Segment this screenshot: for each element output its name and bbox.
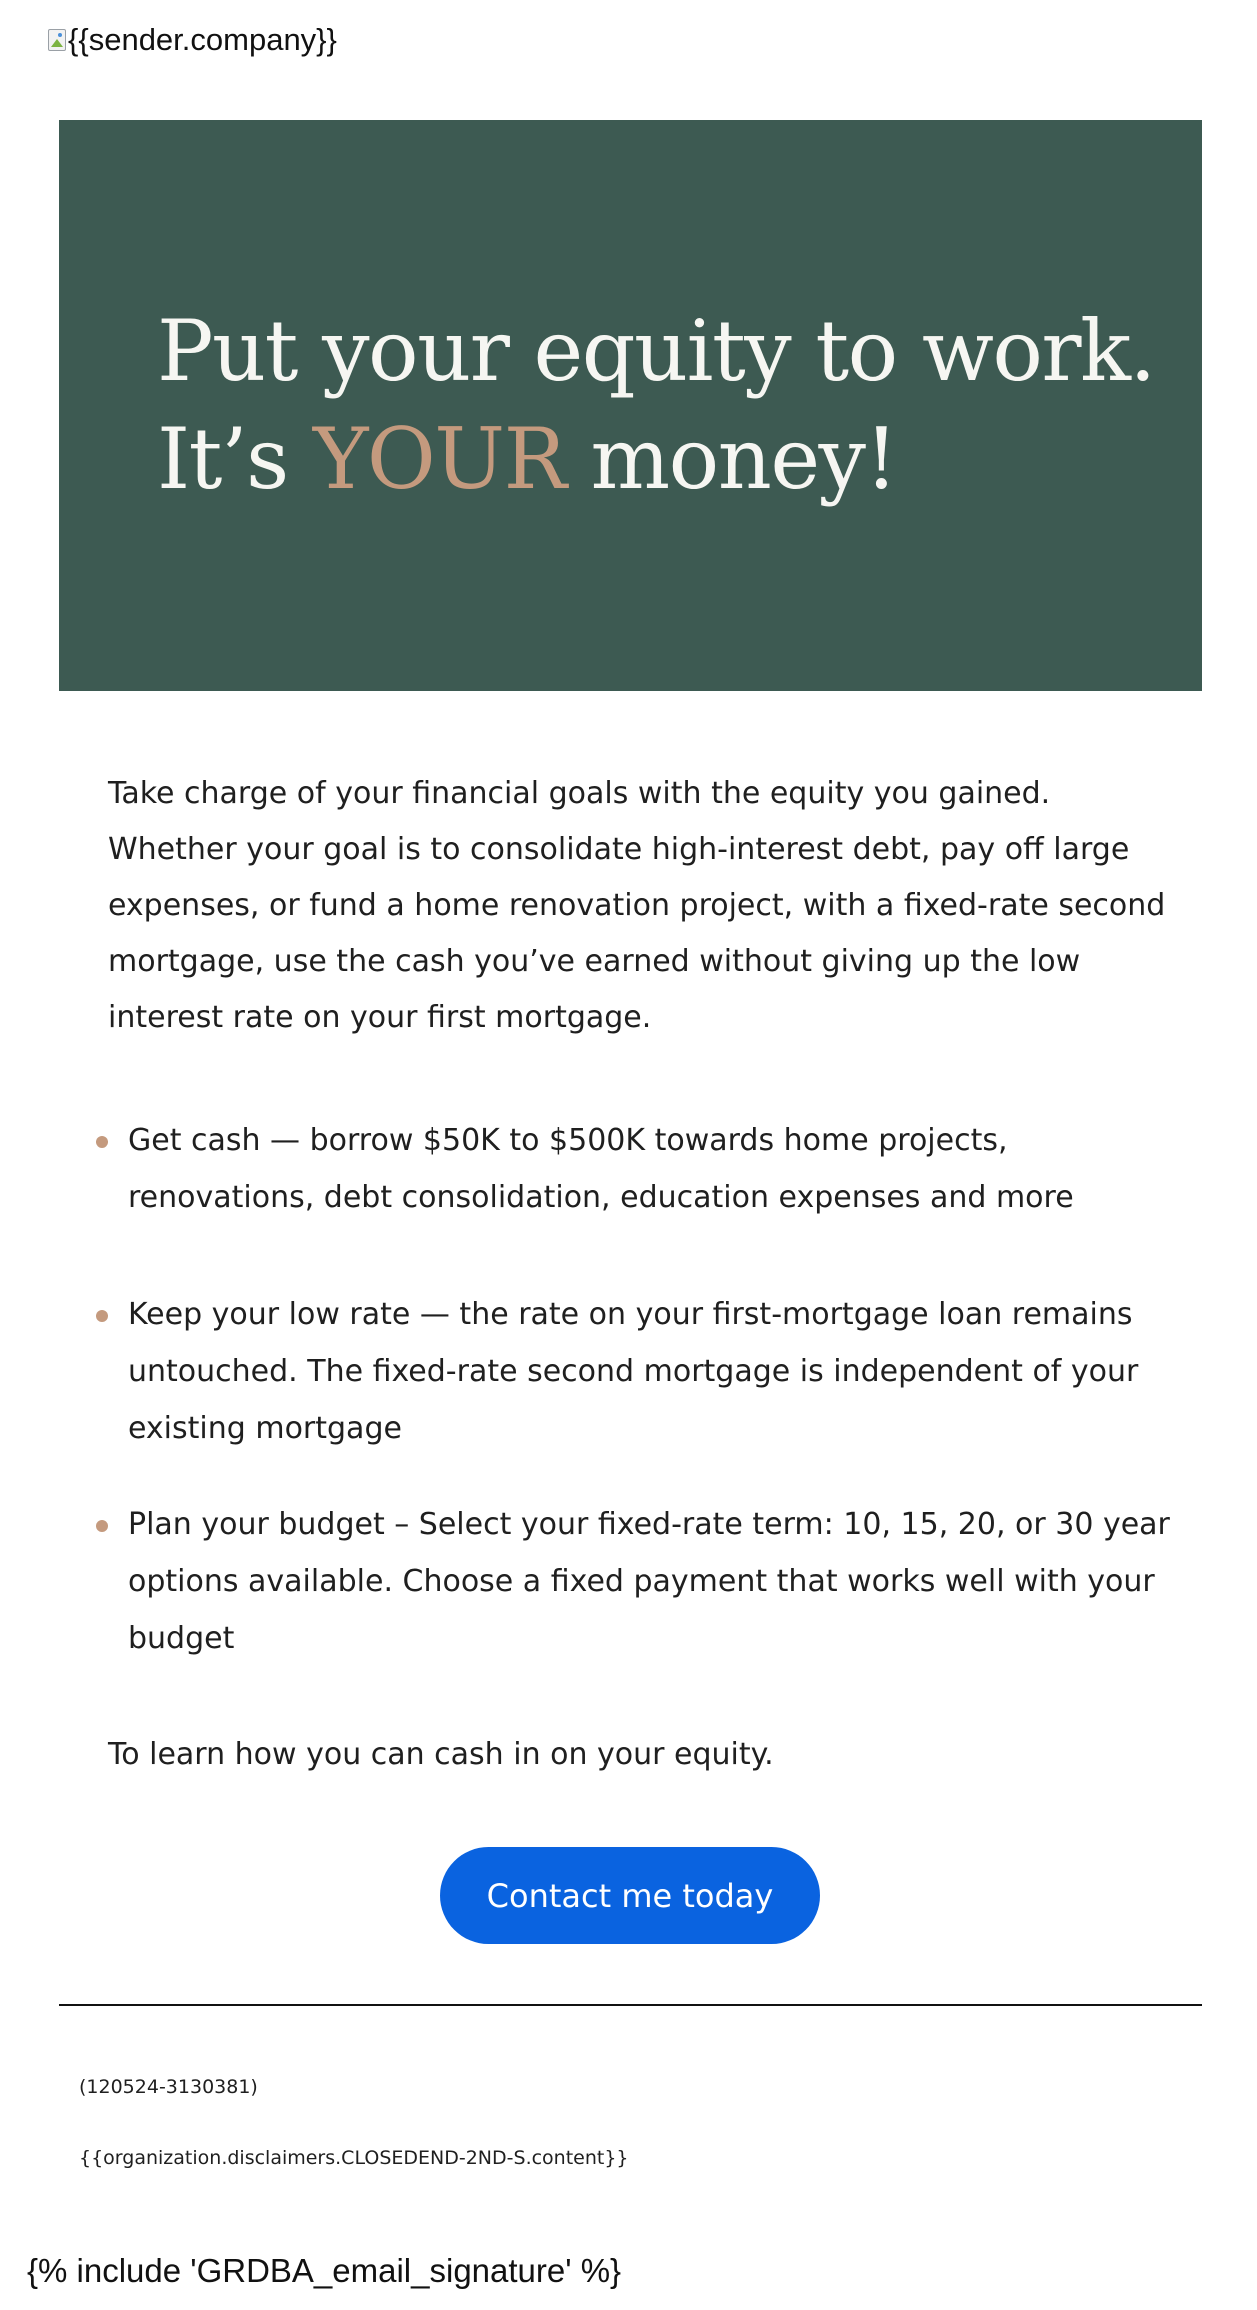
- logo-alt-text: {{sender.company}}: [68, 22, 337, 57]
- hero-headline-line-1: Put your equity to work.: [157, 302, 1155, 400]
- bullet-dot-icon: [96, 1136, 108, 1148]
- hero-banner: [59, 120, 1202, 691]
- list-item-text: Plan your budget – Select your fixed-rate term: 10, 15, 20, or 30 year options available. Choose a fixed payment that works well with your budget: [128, 1507, 1170, 1656]
- hero-accent-word: YOUR: [312, 410, 566, 508]
- list-item: [92, 1496, 1172, 1667]
- bullet-dot-icon: [96, 1520, 108, 1532]
- company-logo: [48, 22, 337, 58]
- closing-paragraph: To learn how you can cash in on your equity.: [108, 1737, 774, 1772]
- list-item: [92, 1112, 1172, 1226]
- list-item-text: Get cash — borrow $50K to $500K towards home projects, renovations, debt consolidation, education expenses and more: [128, 1123, 1074, 1215]
- broken-image-icon: [48, 29, 66, 51]
- hero-line-2-prefix: It’s: [157, 410, 313, 508]
- hero-line-2-suffix: money!: [565, 410, 897, 508]
- hero-headline-line-2: [157, 410, 897, 508]
- intro-paragraph: Take charge of your financial goals with the equity you gained. Whether your goal is to consolidate high-interest debt, pay off large expenses, or fund a home renovation project, with a fixed-rate second mortgage, use the cash you’ve earned without giving up the low interest rate on your first mortgage.: [108, 776, 1166, 1035]
- contact-me-button[interactable]: Contact me today: [440, 1847, 820, 1944]
- email-signature: {% include 'GRDBA_email_signature' %}: [27, 2252, 622, 2289]
- reference-code: (120524-3130381): [79, 2076, 258, 2098]
- benefits-list: [92, 1112, 1172, 1667]
- list-item: [92, 1286, 1172, 1457]
- list-item-text: Keep your low rate — the rate on your first-mortgage loan remains untouched. The fixed-rate second mortgage is independent of your existing mortgage: [128, 1297, 1139, 1446]
- bullet-dot-icon: [96, 1310, 108, 1322]
- disclaimer-text: {{organization.disclaimers.CLOSEDEND-2ND-S.content}}: [79, 2147, 629, 2169]
- footer-divider: [59, 2004, 1202, 2006]
